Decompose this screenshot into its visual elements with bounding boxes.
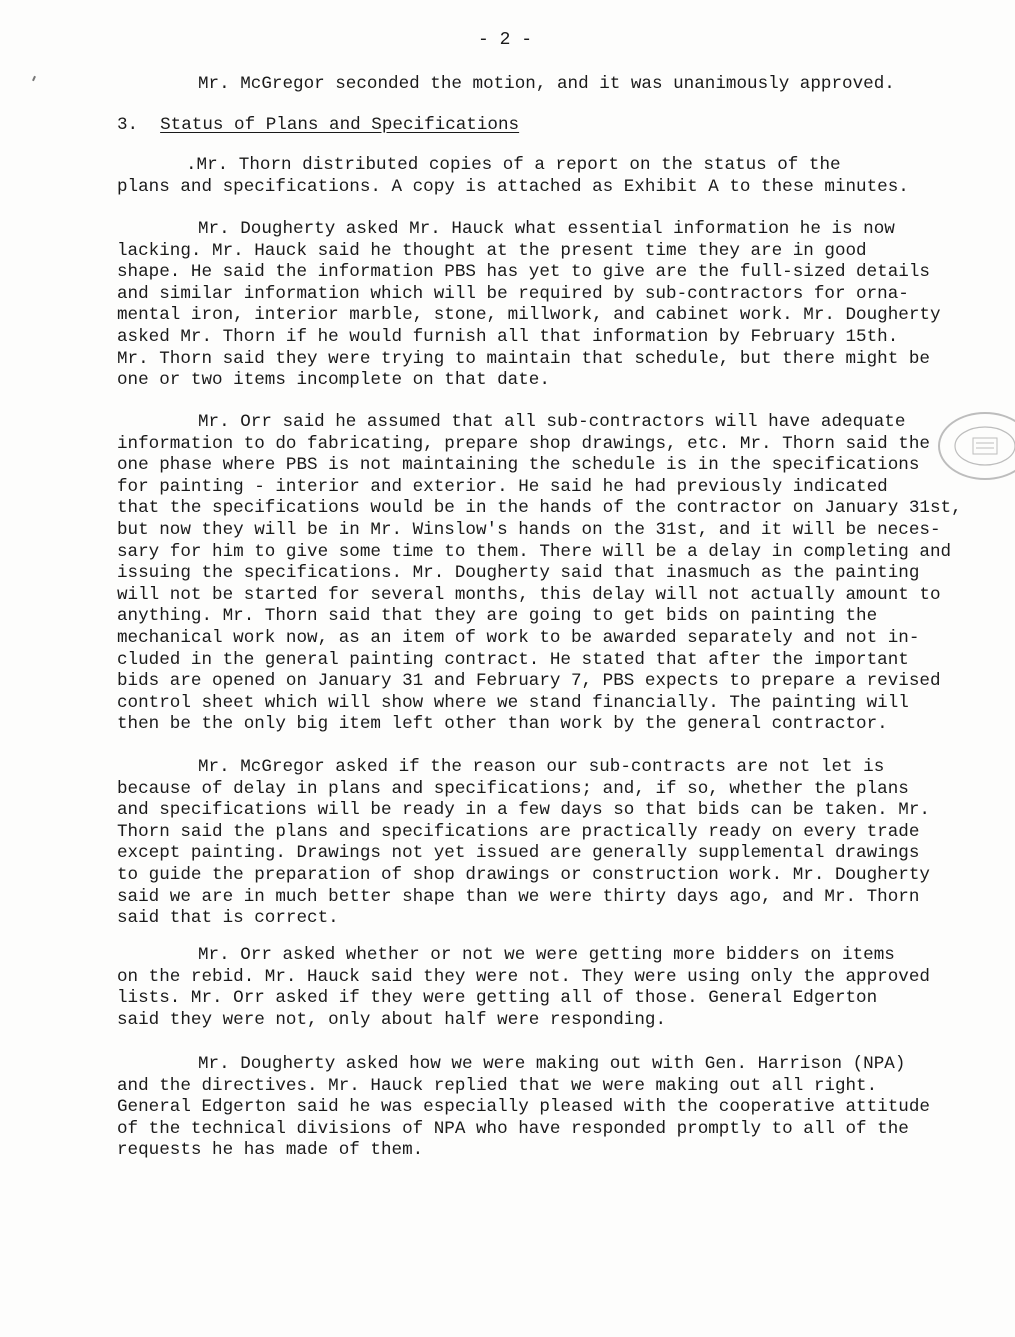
text-line: said we are in much better shape than we were thirty days ago, and Mr. Thorn <box>117 886 920 907</box>
text-line: mental iron, interior marble, stone, millwork, and cabinet work. Mr. Dougherty <box>117 305 941 326</box>
paper-speck <box>32 76 36 81</box>
text-line: plans and specifications. A copy is attached as Exhibit A to these minutes. <box>117 176 909 197</box>
text-line: but now they will be in Mr. Winslow's hands on the 31st, and it will be neces- <box>117 519 941 540</box>
text-line: information to do fabricating, prepare shop drawings, etc. Mr. Thorn said the <box>117 433 930 454</box>
paragraph-3 <box>117 412 962 736</box>
text-line: lists. Mr. Orr asked if they were getting all of those. General Edgerton <box>117 988 878 1009</box>
text-line: to guide the preparation of shop drawings or construction work. Mr. Dougherty <box>117 864 930 885</box>
text-line: Mr. Dougherty asked Mr. Hauck what essential information he is now <box>198 219 895 239</box>
text-line: Mr. Orr asked whether or not we were getting more bidders on items <box>198 945 895 965</box>
text-line: General Edgerton said he was especially pleased with the cooperative attitude <box>117 1097 930 1118</box>
text-line: then be the only big item left other than work by the general contractor. <box>117 714 888 735</box>
text-line: one or two items incomplete on that date. <box>117 370 550 391</box>
text-line: and similar information which will be required by sub-contractors for orna- <box>117 283 909 304</box>
section-heading <box>117 115 519 137</box>
text-line: cluded in the general painting contract. He stated that after the important <box>117 649 909 670</box>
text-line: requests he has made of them. <box>117 1140 424 1161</box>
text-line: bids are opened on January 31 and February 7, PBS expects to prepare a revised <box>117 671 941 692</box>
text-line: of the technical divisions of NPA who have responded promptly to all of the <box>117 1118 909 1139</box>
text-line: shape. He said the information PBS has yet to give are the full-sized details <box>117 262 930 283</box>
text-line: will not be started for several months, this delay will not actually amount to <box>117 584 941 605</box>
text-line: Mr. Dougherty asked how we were making out with Gen. Harrison (NPA) <box>198 1054 906 1074</box>
paragraph-6 <box>117 1054 930 1162</box>
text-line: Mr. McGregor asked if the reason our sub-contracts are not let is <box>198 757 885 777</box>
text-line: anything. Mr. Thorn said that they are going to get bids on painting the <box>117 606 878 627</box>
text-line: Thorn said the plans and specifications are practically ready on every trade <box>117 821 920 842</box>
paragraph-4 <box>117 757 930 930</box>
stamp-graphic <box>940 414 1015 478</box>
text-line: on the rebid. Mr. Hauck said they were not. They were using only the approved <box>117 966 930 987</box>
text-line: and the directives. Mr. Hauck replied that we were making out all right. <box>117 1075 878 1096</box>
text-line: that the specifications would be in the hands of the contractor on January 31st, <box>117 498 962 519</box>
text-line: mechanical work now, as an item of work to be awarded separately and not in- <box>117 627 920 648</box>
text-line: except painting. Drawings not yet issued are generally supplemental drawings <box>117 843 920 864</box>
paragraph-5 <box>117 945 930 1031</box>
text-line: Mr. McGregor seconded the motion, and it was unanimously approved. <box>198 74 895 94</box>
text-line: and specifications will be ready in a few days so that bids can be taken. Mr. <box>117 800 930 821</box>
text-line: because of delay in plans and specifications; and, if so, whether the plans <box>117 778 909 799</box>
text-line: Mr. Thorn said they were trying to maintain that schedule, but there might be <box>117 348 930 369</box>
section-number: 3. <box>117 115 139 135</box>
intro-line <box>198 74 895 96</box>
text-line: asked Mr. Thorn if he would furnish all that information by February 15th. <box>117 326 899 347</box>
text-line: said that is correct. <box>117 908 339 929</box>
text-line: control sheet which will show where we stand financially. The painting will <box>117 692 909 713</box>
text-line: sary for him to give some time to them. There will be a delay in completing and <box>117 541 952 562</box>
text-line: for painting - interior and exterior. He said he had previously indicated <box>117 476 888 497</box>
library-stamp <box>938 412 1015 480</box>
section-title: Status of Plans and Specifications <box>160 115 520 135</box>
text-line: said they were not, only about half were responding. <box>117 1009 667 1030</box>
paragraph-1 <box>117 155 909 198</box>
page-number: - 2 - <box>478 30 533 50</box>
text-line: lacking. Mr. Hauck said he thought at the present time they are in good <box>117 240 867 261</box>
text-line: .Mr. Thorn distributed copies of a report on the status of the <box>186 155 841 175</box>
text-line: Mr. Orr said he assumed that all sub-contractors will have adequate <box>198 412 906 432</box>
text-line: one phase where PBS is not maintaining the schedule is in the specifications <box>117 455 920 476</box>
text-line: issuing the specifications. Mr. Dougherty said that inasmuch as the painting <box>117 563 920 584</box>
paragraph-2 <box>117 219 941 392</box>
